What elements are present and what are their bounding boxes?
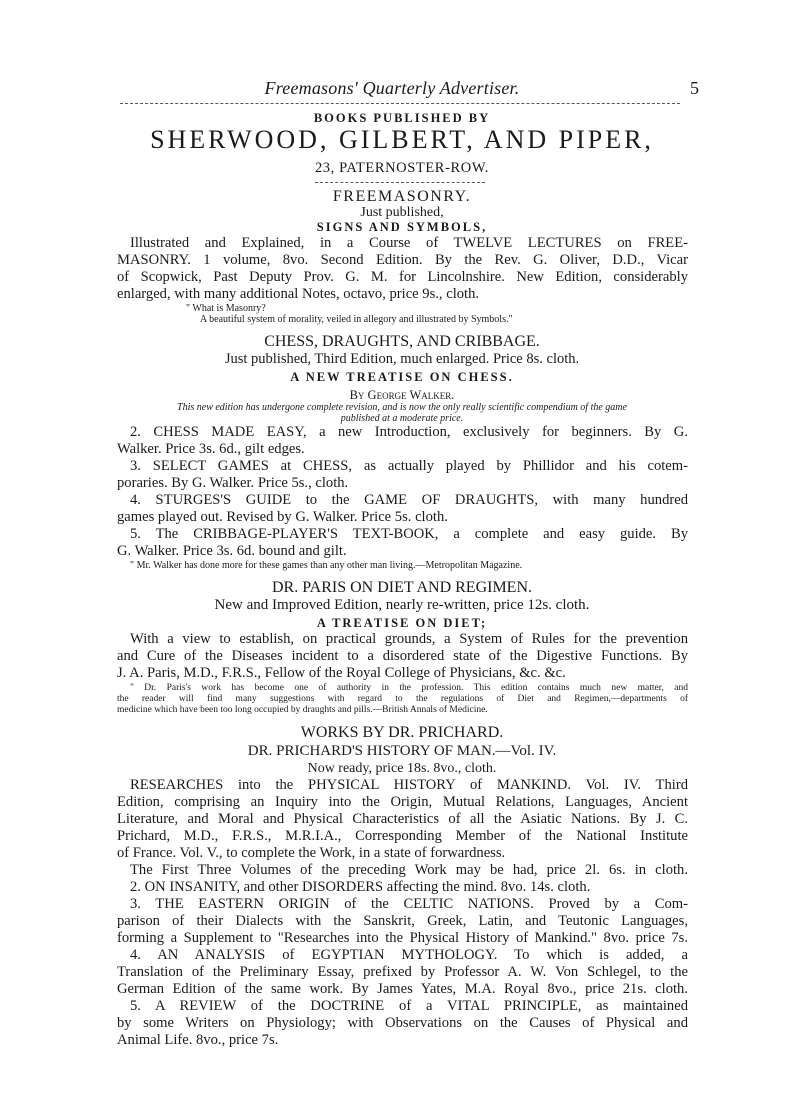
diet-subheading: New and Improved Edition, nearly re-written, price 12s. cloth.	[214, 597, 590, 613]
section-heading-diet: DR. PARIS ON DIET AND REGIMEN.	[271, 579, 533, 596]
quote-line: A beautiful system of morality, veiled in allegory and illustrated by Symbols."	[200, 314, 513, 325]
text-line: of France. Vol. V., to complete the Work, in a state of forwardness.	[117, 845, 506, 861]
text-line: Walker. Price 3s. 6d., gilt edges.	[117, 441, 305, 457]
text-line: Prichard, M.D., F.R.S., M.R.I.A., Corresponding Member of the National Institute	[117, 828, 688, 844]
text-line: poraries. By G. Walker. Price 5s., cloth.	[117, 475, 349, 491]
text-line: of Scopwick, Past Deputy Prov. G. M. for Lincolnshire. New Edition, considerably	[117, 269, 688, 285]
text-line: 5. The CRIBBAGE-PLAYER'S TEXT-BOOK, a complete and easy guide. By	[130, 526, 688, 542]
text-line: by some Writers on Physiology; with Observations on the Causes of Physical and	[117, 1015, 688, 1031]
text-line: 4. AN ANALYSIS of EGYPTIAN MYTHOLOGY. To which is added, a	[130, 947, 688, 963]
text-line: Animal Life. 8vo., price 7s.	[117, 1032, 279, 1048]
text-line: With a view to establish, on practical grounds, a System of Rules for the prevention	[130, 631, 688, 647]
text-line: 3. SELECT GAMES at CHESS, as actually played by Phillidor and his cotem-	[130, 458, 688, 474]
quote-line: " What is Masonry?	[186, 303, 266, 314]
section-rule	[315, 182, 485, 183]
book-title-signs-symbols: SIGNS AND SYMBOLS,	[316, 220, 488, 234]
text-line: forming a Supplement to "Researches into the Physical History of Mankind." 8vo. price 7s.	[117, 930, 688, 946]
text-line: German Edition of the same work. By James Yates, M.A. Royal 8vo., price 21s. cloth.	[117, 981, 688, 997]
publisher-name: SHERWOOD, GILBERT, AND PIPER,	[150, 125, 654, 154]
chess-subheading: Just published, Third Edition, much enlarged. Price 8s. cloth.	[224, 351, 580, 367]
text-line: 2. CHESS MADE EASY, a new Introduction, exclusively for beginners. By G.	[130, 424, 688, 440]
text-line: MASONRY. 1 volume, 8vo. Second Edition. By the Rev. G. Oliver, D.D., Vicar	[117, 252, 688, 268]
section-heading-freemasonry: FREEMASONRY.	[332, 188, 472, 205]
text-line: 2. ON INSANITY, and other DISORDERS affecting the mind. 8vo. 14s. cloth.	[130, 879, 591, 895]
text-line: enlarged, with many additional Notes, octavo, price 9s., cloth.	[117, 286, 480, 302]
running-title: Freemasons' Quarterly Advertiser.	[264, 78, 520, 98]
text-line: Translation of the Preliminary Essay, prefixed by Professor A. W. Von Schlegel, to the	[117, 964, 688, 980]
text-line: Edition, comprising an Inquiry into the Origin, Mutual Relations, Languages, Ancient	[117, 794, 688, 810]
now-ready: Now ready, price 18s. 8vo., cloth.	[307, 761, 497, 776]
author-line: By George Walker.	[349, 388, 455, 402]
text-line: 3. THE EASTERN ORIGIN of the CELTIC NATIONS. Proved by a Com-	[130, 896, 688, 912]
text-line: G. Walker. Price 3s. 6d. bound and gilt.	[117, 543, 347, 559]
text-line: J. A. Paris, M.D., F.R.S., Fellow of the Royal College of Physicians, &c. &c.	[117, 665, 566, 681]
quote-line: " Mr. Walker has done more for these games than any other man living.—Metropolitan Magazine.	[130, 560, 523, 571]
section-heading-prichard: WORKS BY DR. PRICHARD.	[300, 724, 504, 741]
text-line: 4. STURGES'S GUIDE to the GAME OF DRAUGHTS, with many hundred	[130, 492, 688, 508]
text-line: parison of their Dialects with the Sanskrit, Greek, Latin, and Teutonic Languages,	[117, 913, 688, 929]
note-line: This new edition has undergone complete revision, and is now the only really scientific compendium of the game	[177, 402, 627, 413]
text-line: and Cure of the Diseases incident to a disordered state of the Digestive Functions. By	[117, 648, 688, 664]
text-line: Literature, and Moral and Physical Characteristics of all the Asiatic Nations. By J. C.	[117, 811, 688, 827]
section-heading-chess: CHESS, DRAUGHTS, AND CRIBBAGE.	[264, 333, 540, 350]
book-title-chess: A NEW TREATISE ON CHESS.	[290, 370, 514, 384]
text-line: The First Three Volumes of the preceding Work may be had, price 2l. 6s. in cloth.	[130, 862, 688, 878]
note-line: published at a moderate price.	[340, 413, 464, 424]
quote-line: medicine which have been too long occupied by draughts and pills.—British Annals of Medicine.	[117, 705, 488, 715]
text-line: 5. A REVIEW of the DOCTRINE of a VITAL PRINCIPLE, as maintained	[130, 998, 688, 1014]
header-rule	[120, 103, 680, 104]
text-line: games played out. Revised by G. Walker. Price 5s. cloth.	[117, 509, 448, 525]
page-number: 5	[690, 78, 699, 98]
just-published: Just published,	[360, 205, 444, 220]
quote-line: the reader will find many suggestions with regard to the regulations of Diet and Regimen,—departments of	[117, 694, 688, 704]
publisher-address: 23, PATERNOSTER-ROW.	[314, 160, 490, 176]
text-line: RESEARCHES into the PHYSICAL HISTORY of MANKIND. Vol. IV. Third	[130, 777, 688, 793]
quote-line: " Dr. Paris's work has become one of authority in the profession. This edition contains much new matter, and	[130, 683, 688, 693]
prichard-subheading: DR. PRICHARD'S HISTORY OF MAN.—Vol. IV.	[247, 743, 557, 759]
book-title-diet: A TREATISE ON DIET;	[316, 616, 488, 630]
text-line: Illustrated and Explained, in a Course of TWELVE LECTURES on FREE-	[130, 235, 688, 251]
publisher-intro: BOOKS PUBLISHED BY	[313, 111, 491, 125]
